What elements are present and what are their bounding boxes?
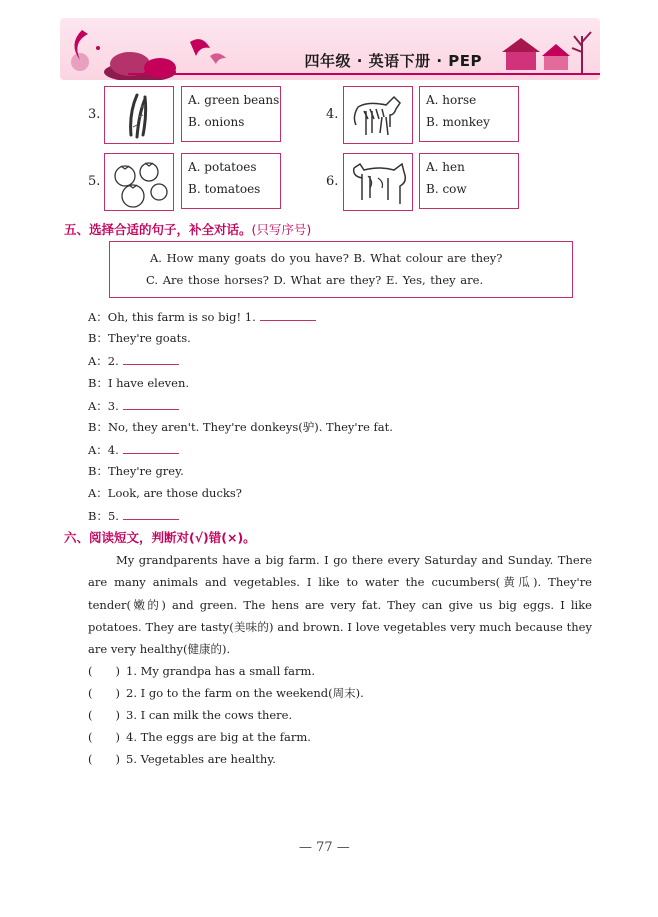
section-5-title xyxy=(64,220,311,238)
section-5-heading: 五、选择合适的句子，补全对话。 xyxy=(64,222,252,237)
option-a: A. hen xyxy=(426,160,465,174)
dialogue-line: B：No, they aren't. They're donkeys(驴). They're fat. xyxy=(88,420,393,434)
dialogue-line: A：4. xyxy=(88,441,179,458)
answer-parentheses[interactable]: ( ) xyxy=(88,708,120,722)
option-box xyxy=(181,86,281,142)
option-b: B. monkey xyxy=(426,115,490,129)
answer-parentheses[interactable]: ( ) xyxy=(88,686,120,700)
option-b: B. onions xyxy=(188,115,245,129)
horse-icon xyxy=(344,87,412,143)
answer-blank[interactable] xyxy=(123,397,179,410)
dialogue-line: B：5. xyxy=(88,507,179,524)
dialogue-line: B：I have eleven. xyxy=(88,376,190,390)
page-header xyxy=(60,18,600,80)
page-number: — 77 — xyxy=(299,840,350,855)
option-box xyxy=(181,153,281,209)
option-box xyxy=(419,153,519,209)
dialogue-line: A：Oh, this farm is so big! 1. xyxy=(88,308,316,325)
header-title: 四年级 · 英语下册 · PEP xyxy=(304,52,482,70)
sentence-line: A. How many goats do you have? B. What colour are they? xyxy=(150,251,503,265)
option-a: A. horse xyxy=(426,93,477,107)
option-a: A. green beans xyxy=(188,93,280,107)
judgement-item: ( ) 1. My grandpa has a small farm. xyxy=(88,664,316,678)
section-5-note: (只写序号) xyxy=(251,222,312,237)
option-box xyxy=(419,86,519,142)
picture-box xyxy=(343,153,413,211)
judgement-item: ( ) 5. Vegetables are healthy. xyxy=(88,752,276,766)
answer-parentheses[interactable]: ( ) xyxy=(88,730,120,744)
section-6-title: 六、阅读短文，判断对(√)错(×)。 xyxy=(64,530,256,545)
option-b: B. cow xyxy=(426,182,467,196)
cow-icon xyxy=(344,154,412,210)
option-b: B. tomatoes xyxy=(188,182,261,196)
sentence-line: C. Are those horses? D. What are they? E. Yes, they are. xyxy=(146,273,484,287)
picture-box xyxy=(104,86,174,144)
picture-box xyxy=(104,153,174,211)
sentence-choice-box xyxy=(109,241,573,298)
tomatoes-icon xyxy=(105,154,173,210)
answer-blank[interactable] xyxy=(123,507,179,520)
dialogue-line: A：Look, are those ducks? xyxy=(88,486,242,500)
dialogue-line: B：They're goats. xyxy=(88,331,191,345)
dialogue-line: A：2. xyxy=(88,352,179,369)
answer-blank[interactable] xyxy=(260,308,316,321)
question-number: 4. xyxy=(326,107,339,122)
question-number: 3. xyxy=(88,107,101,122)
option-a: A. potatoes xyxy=(188,160,257,174)
floral-decoration-icon xyxy=(60,22,230,80)
picture-box xyxy=(343,86,413,144)
house-tree-decoration-icon xyxy=(498,22,598,80)
answer-blank[interactable] xyxy=(123,441,179,454)
question-number: 5. xyxy=(88,174,101,189)
reading-passage: My grandparents have a big farm. I go there every Saturday and Sunday. There are many animals and vegetables. I like to water the cucumbers(黄瓜). They're tender(嫩的) and green. The hens are very fat. They can give us big eggs. I like potatoes. They are tasty(美味的) and brown. I love vegetables very much because they are very healthy(健康的). xyxy=(88,553,592,657)
answer-parentheses[interactable]: ( ) xyxy=(88,664,120,678)
judgement-item: ( ) 2. I go to the farm on the weekend(周末). xyxy=(88,686,364,700)
green-beans-icon xyxy=(105,87,173,143)
answer-parentheses[interactable]: ( ) xyxy=(88,752,120,766)
dialogue-line: B：They're grey. xyxy=(88,464,184,478)
judgement-item: ( ) 3. I can milk the cows there. xyxy=(88,708,293,722)
header-rule xyxy=(128,73,600,75)
answer-blank[interactable] xyxy=(123,352,179,365)
dialogue-line: A：3. xyxy=(88,397,179,414)
judgement-item: ( ) 4. The eggs are big at the farm. xyxy=(88,730,311,744)
question-number: 6. xyxy=(326,174,339,189)
